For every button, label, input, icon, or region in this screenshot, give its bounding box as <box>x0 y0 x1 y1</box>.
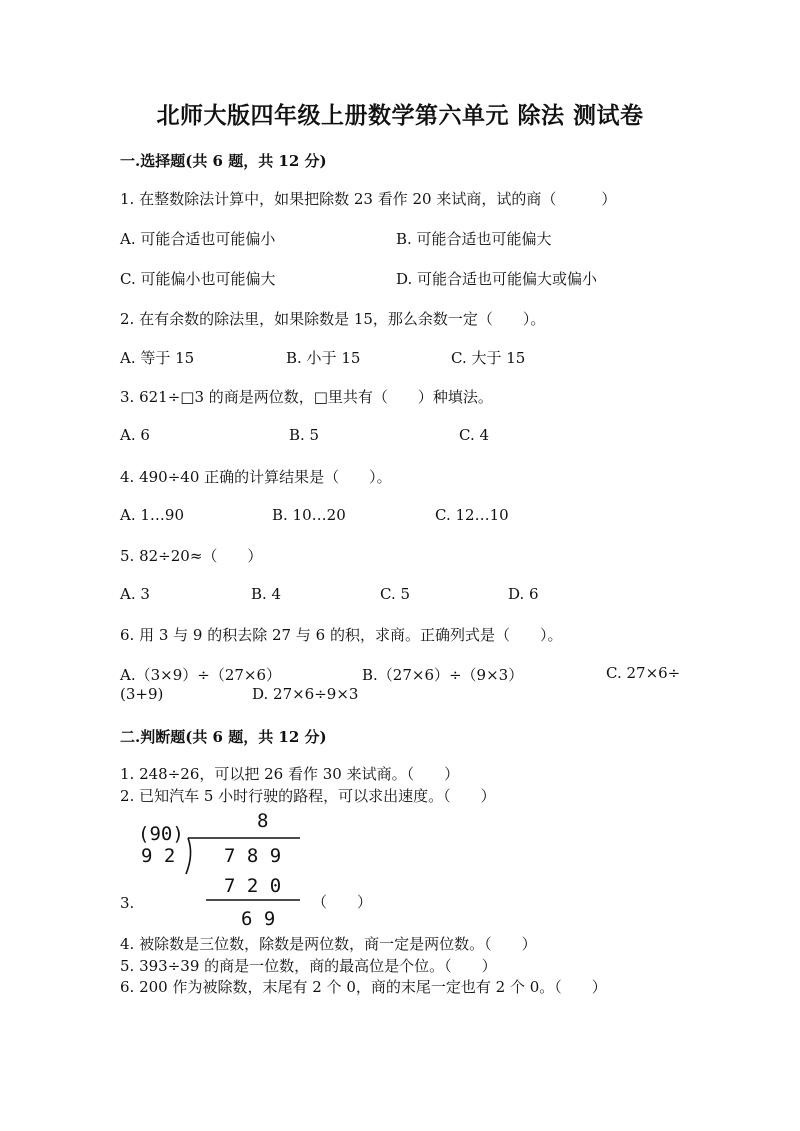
product: 7 2 0 <box>224 875 282 897</box>
judgement-question-5: 5. 393÷39 的商是一位数，商的最高位是个位。（ ） <box>120 957 497 975</box>
question-3: 3. 621÷□3 的商是两位数，□里共有（ ）种填法。 <box>120 388 493 406</box>
question-1: 1. 在整数除法计算中，如果把除数 23 看作 20 来试商，试的商（ ） <box>120 190 617 208</box>
option-d: D. 可能合适也可能偏大或偏小 <box>396 270 598 288</box>
option-b: B. 小于 15 <box>286 349 361 367</box>
option-c-continued: (3+9) <box>120 685 164 703</box>
section-heading-judgement: 二.判断题(共 6 题，共 12 分) <box>120 728 327 746</box>
option-a: A.（3×9）÷（27×6） <box>120 666 282 684</box>
option-a: A. 可能合适也可能偏小 <box>120 230 276 248</box>
option-b: B. 10…20 <box>272 506 346 524</box>
option-a: A. 1…90 <box>120 506 184 524</box>
divisor: 9 2 <box>141 845 176 867</box>
option-c: C. 大于 15 <box>451 349 526 367</box>
estimate: (90) <box>138 823 184 845</box>
option-b: B. 5 <box>289 426 320 444</box>
question-5: 5. 82÷20≈（ ） <box>120 547 263 565</box>
option-c: C. 4 <box>459 426 490 444</box>
option-c: C. 可能偏小也可能偏大 <box>120 270 276 288</box>
question-6: 6. 用 3 与 9 的积去除 27 与 6 的积，求商。正确列式是（ ）。 <box>120 626 563 644</box>
dividend: 7 8 9 <box>224 845 282 867</box>
judgement-question-3-number: 3. <box>120 894 135 912</box>
option-b: B.（27×6）÷（9×3） <box>362 666 524 684</box>
judgement-question-3-paren: （ ） <box>312 893 373 911</box>
option-d: D. 6 <box>508 585 539 603</box>
option-a: A. 3 <box>120 585 150 603</box>
remainder: 6 9 <box>241 908 276 930</box>
option-c: C. 12…10 <box>435 506 509 524</box>
option-b: B. 4 <box>251 585 282 603</box>
question-4: 4. 490÷40 正确的计算结果是（ ）。 <box>120 468 392 486</box>
judgement-question-4: 4. 被除数是三位数，除数是两位数，商一定是两位数。（ ） <box>120 935 537 953</box>
option-a: A. 等于 15 <box>120 349 195 367</box>
judgement-question-1: 1. 248÷26，可以把 26 看作 30 来试商。（ ） <box>120 765 460 783</box>
option-c: C. 5 <box>380 585 411 603</box>
option-d: D. 27×6÷9×3 <box>252 685 359 703</box>
option-c: C. 27×6÷ <box>606 664 681 682</box>
page-title: 北师大版四年级上册数学第六单元 除法 测试卷 <box>156 102 644 129</box>
section-heading-choice: 一.选择题(共 6 题，共 12 分) <box>120 152 327 170</box>
judgement-question-2: 2. 已知汽车 5 小时行驶的路程，可以求出速度。（ ） <box>120 787 496 805</box>
judgement-question-6: 6. 200 作为被除数，末尾有 2 个 0，商的末尾一定也有 2 个 0。（ ） <box>120 978 607 996</box>
option-a: A. 6 <box>120 426 150 444</box>
option-b: B. 可能合适也可能偏大 <box>396 230 552 248</box>
quotient: 8 <box>257 810 269 832</box>
question-2: 2. 在有余数的除法里，如果除数是 15，那么余数一定（ ）。 <box>120 310 546 328</box>
